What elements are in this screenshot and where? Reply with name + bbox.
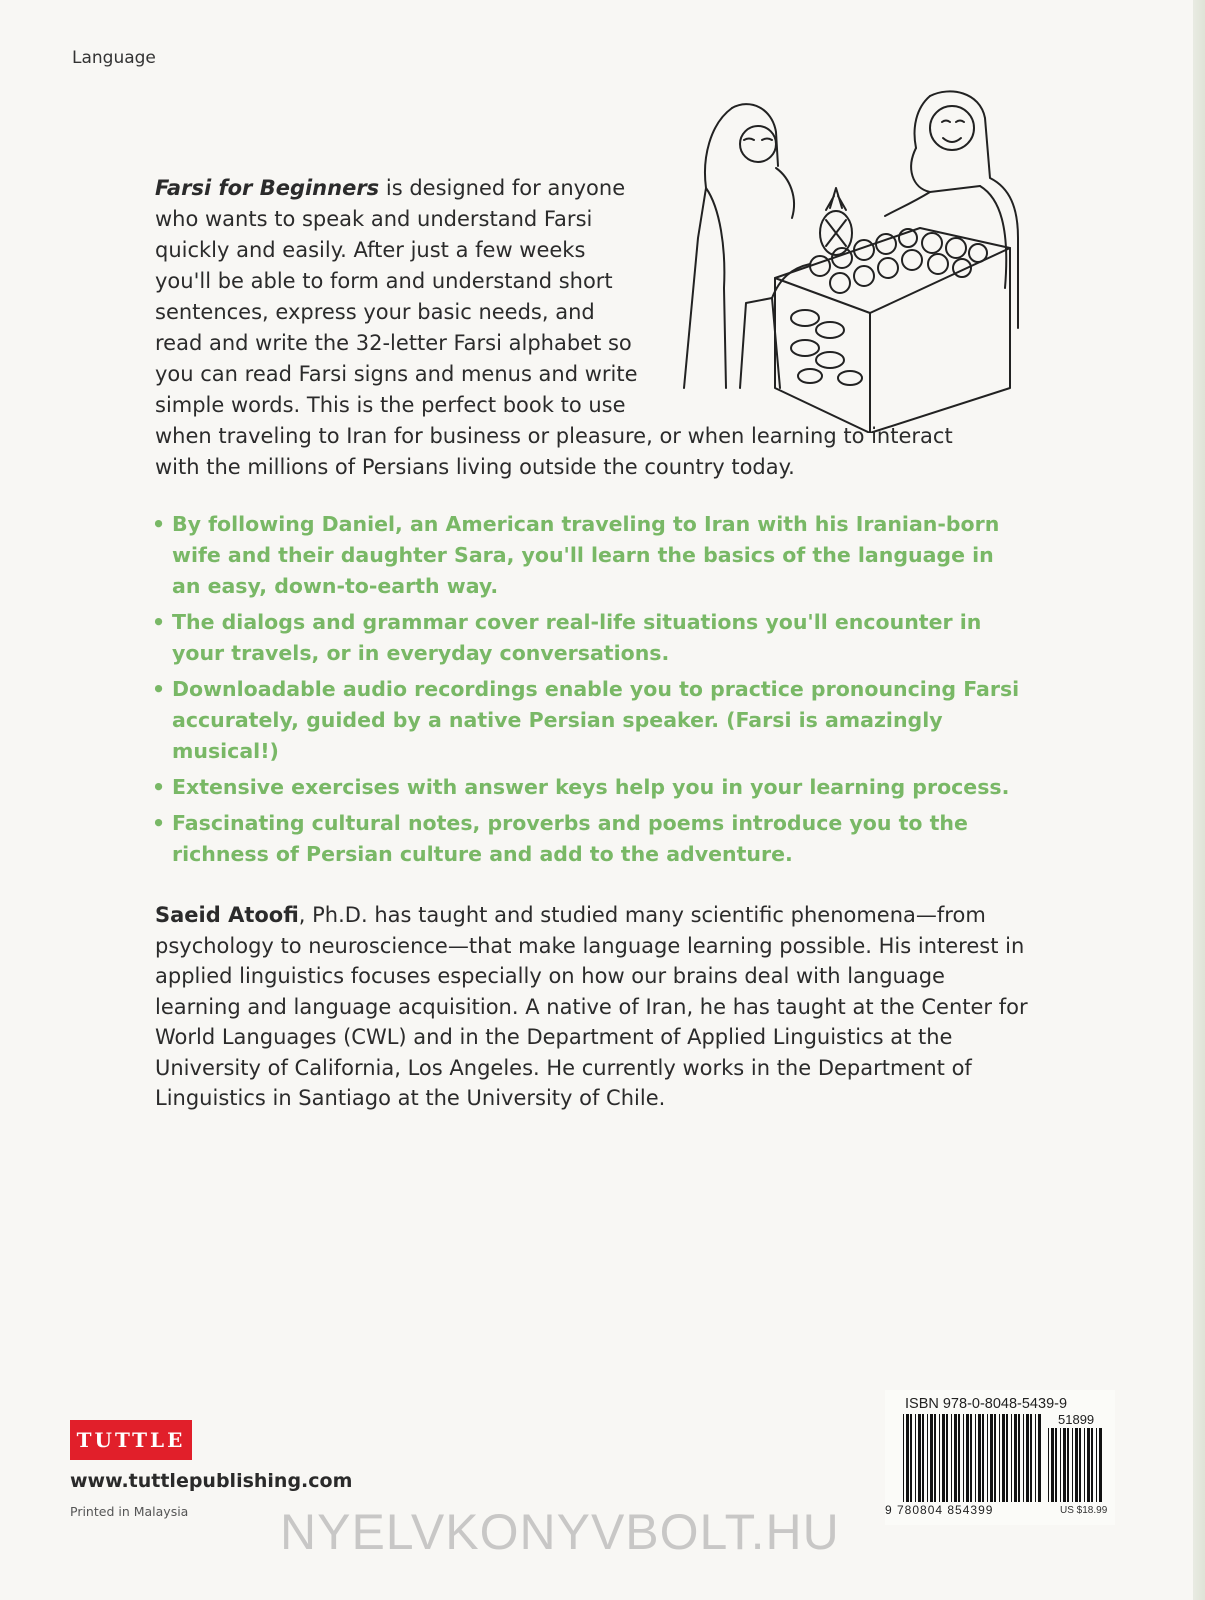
watermark: NYELVKONYVBOLT.HU xyxy=(280,1504,840,1560)
barcode-bar xyxy=(987,1414,988,1502)
barcode-bar xyxy=(1067,1428,1069,1502)
barcode-addon-icon xyxy=(1048,1428,1104,1502)
barcode-bar xyxy=(1006,1414,1008,1502)
barcode-bar xyxy=(1011,1414,1012,1502)
intro-line: read and write the 32-letter Farsi alphabet so xyxy=(155,331,632,355)
feature-item xyxy=(152,674,1022,767)
barcode-bar xyxy=(999,1414,1000,1502)
barcode-bar xyxy=(1051,1428,1054,1502)
barcode-bar xyxy=(934,1414,936,1502)
feature-item xyxy=(152,607,1022,669)
publisher-website[interactable]: www.tuttlepublishing.com xyxy=(70,1470,353,1492)
intro-line: you can read Farsi signs and menus and write xyxy=(155,362,638,386)
feature-item xyxy=(152,509,1022,602)
barcode-bar xyxy=(1099,1428,1102,1502)
barcode-bar xyxy=(1002,1414,1005,1502)
feature-text: Extensive exercises with answer keys help you in your learning process. xyxy=(172,775,1010,799)
bio-text: , Ph.D. has taught and studied many scientific phenomena—from psychology to neuroscience—that make language learning possible. His interest in applied linguistics focuses especially on how our brains deal with language learning and language acquisition. A native of Iran, he has taught at the Center for World Languages (CWL) and in the Department of Applied Linguistics at the University of California, Los Angeles. He currently works in the Department of Linguistics in Santiago at the University of Chile. xyxy=(155,903,1028,1110)
barcode-bar xyxy=(1026,1414,1029,1502)
barcode-bar xyxy=(1030,1414,1032,1502)
cover-edge xyxy=(1193,0,1205,1600)
barcode-bar xyxy=(1014,1414,1017,1502)
isbn-label: ISBN 978-0-8048-5439-9 xyxy=(905,1396,1068,1412)
barcode-bar xyxy=(1018,1414,1020,1502)
publisher-logo: TUTTLE xyxy=(70,1420,192,1460)
author-bio xyxy=(155,900,1035,1114)
intro-line: quickly and easily. After just a few weeks xyxy=(155,238,586,262)
category-label: Language xyxy=(72,48,156,68)
barcode-bar xyxy=(946,1414,948,1502)
barcode-bar xyxy=(958,1414,960,1502)
barcode-bar xyxy=(939,1414,940,1502)
bullet-icon: • xyxy=(152,775,166,799)
barcode-bar xyxy=(1079,1428,1081,1502)
barcode-bar xyxy=(910,1414,912,1502)
barcode-digits: 9 780804 854399 xyxy=(885,1503,994,1517)
bullet-icon: • xyxy=(152,677,166,701)
intro-line: when traveling to Iran for business or pleasure, or when learning to interact xyxy=(155,424,953,448)
book-title: Farsi for Beginners xyxy=(155,176,380,200)
feature-text: The dialogs and grammar cover real-life situations you'll encounter in your travels, or in everyday conversations. xyxy=(172,610,982,665)
price-label: US $18.99 xyxy=(1060,1505,1108,1516)
barcode-bar xyxy=(930,1414,933,1502)
barcode-bar xyxy=(963,1414,964,1502)
barcode-bar xyxy=(1038,1414,1041,1502)
barcode-bar xyxy=(906,1414,909,1502)
bullet-icon: • xyxy=(152,512,166,536)
feature-text: Fascinating cultural notes, proverbs and poems introduce you to the richness of Persian culture and add to the adventure. xyxy=(172,811,968,866)
barcode-addon-number: 51899 xyxy=(1058,1412,1095,1427)
feature-text: Downloadable audio recordings enable you to practice pronouncing Farsi accurately, guided by a native Persian speaker. (Farsi is amazingly musical!) xyxy=(172,677,1020,763)
barcode-bar xyxy=(970,1414,972,1502)
barcode-bar xyxy=(1023,1414,1024,1502)
barcode-bar xyxy=(1075,1428,1078,1502)
barcode-bar xyxy=(927,1414,928,1502)
printed-in: Printed in Malaysia xyxy=(70,1504,189,1519)
barcode-bar xyxy=(1084,1428,1085,1502)
author-name: Saeid Atoofi xyxy=(155,903,299,927)
barcode-bar xyxy=(1063,1428,1066,1502)
bullet-icon: • xyxy=(152,610,166,634)
barcode-bar xyxy=(978,1414,981,1502)
barcode-bar xyxy=(1048,1428,1049,1502)
barcode-bar xyxy=(1055,1428,1057,1502)
barcode-bar xyxy=(922,1414,924,1502)
barcode-bar xyxy=(1035,1414,1036,1502)
barcode-bar xyxy=(1087,1428,1090,1502)
barcode-bar xyxy=(903,1414,904,1502)
intro-line: sentences, express your basic needs, and xyxy=(155,300,595,324)
barcode-bar xyxy=(994,1414,996,1502)
barcode-bar xyxy=(1072,1428,1073,1502)
intro-line: you'll be able to form and understand short xyxy=(155,269,613,293)
intro-line: is designed for anyone xyxy=(379,176,626,200)
barcode-bar xyxy=(966,1414,969,1502)
barcode-bar xyxy=(1060,1428,1061,1502)
barcode-bar xyxy=(918,1414,921,1502)
feature-list xyxy=(152,509,1022,875)
barcode-bar xyxy=(951,1414,952,1502)
barcode-bar xyxy=(975,1414,976,1502)
barcode-bar xyxy=(1096,1428,1097,1502)
feature-item xyxy=(152,808,1022,870)
barcode-bar xyxy=(915,1414,916,1502)
barcode-icon xyxy=(903,1414,1043,1502)
intro-line: simple words. This is the perfect book to use xyxy=(155,393,626,417)
feature-text: By following Daniel, an American traveling to Iran with his Iranian-born wife and their daughter Sara, you'll learn the basics of the language in an easy, down-to-earth way. xyxy=(172,512,1000,598)
intro-paragraph xyxy=(155,173,1015,483)
intro-line: who wants to speak and understand Farsi xyxy=(155,207,593,231)
barcode-bar xyxy=(990,1414,993,1502)
bullet-icon: • xyxy=(152,811,166,835)
feature-item xyxy=(152,772,1022,803)
barcode-bar xyxy=(982,1414,984,1502)
barcode-bar xyxy=(1091,1428,1093,1502)
barcode-bar xyxy=(954,1414,957,1502)
intro-line: with the millions of Persians living outside the country today. xyxy=(155,455,795,479)
barcode-bar xyxy=(942,1414,945,1502)
